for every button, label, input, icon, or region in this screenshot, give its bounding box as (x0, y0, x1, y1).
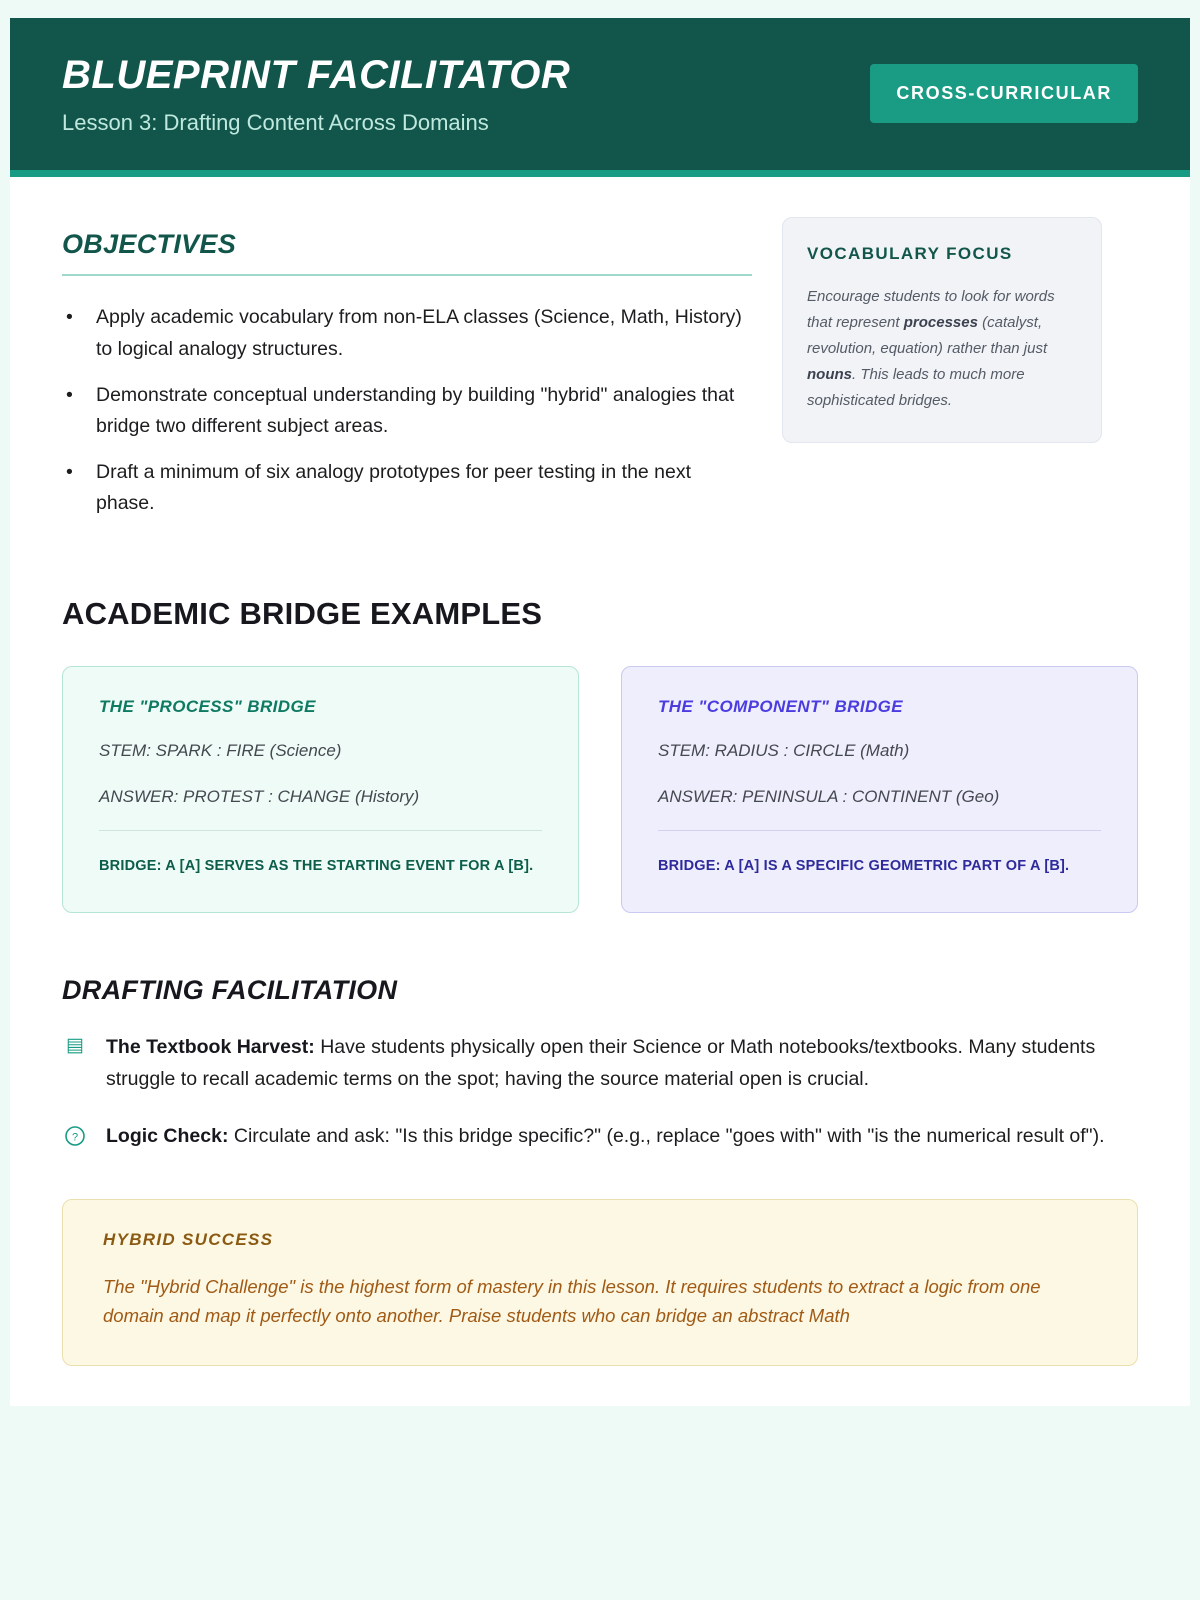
vocabulary-text (807, 284, 1077, 414)
example-card-answer: ANSWER: PROTEST : CHANGE (History) (99, 786, 420, 806)
example-cards-row (62, 666, 1138, 913)
examples-heading: ACADEMIC BRIDGE EXAMPLES (62, 595, 543, 631)
svg-text:?: ? (71, 1131, 79, 1144)
page-title: BLUEPRINT FACILITATOR (62, 53, 571, 97)
example-card-component (621, 666, 1138, 913)
example-card-process (62, 666, 579, 913)
facilitation-item-body: Circulate and ask: "Is this bridge specific?" (e.g., replace "goes with" with "is the numerical result of"). (228, 1125, 1105, 1148)
card-divider (658, 830, 1101, 831)
document-sheet (10, 18, 1190, 1406)
callout-title: HYBRID SUCCESS (103, 1229, 274, 1249)
heading-divider (62, 274, 752, 276)
example-card-bridge: BRIDGE: A [A] SERVES AS THE STARTING EVENT FOR A [B]. (99, 858, 534, 875)
document-header (10, 18, 1190, 177)
facilitation-item (62, 1121, 1138, 1153)
page-subtitle: Lesson 3: Drafting Content Across Domains (62, 110, 489, 135)
card-divider (99, 830, 542, 831)
facilitation-heading: DRAFTING FACILITATION (62, 974, 398, 1005)
facilitation-item-label: The Textbook Harvest: (106, 1035, 315, 1058)
status-badge: CROSS-CURRICULAR (870, 64, 1138, 123)
vocabulary-focus-card (782, 217, 1102, 443)
vocabulary-column (782, 217, 1102, 443)
list-item: • Demonstrate conceptual understanding by building "hybrid" analogies that bridge two different subject areas. (62, 380, 752, 443)
list-item: • Apply academic vocabulary from non-ELA classes (Science, Math, History) to logical analogy structures. (62, 302, 752, 365)
header-text-group (62, 54, 570, 136)
facilitation-item-text (106, 1032, 1138, 1095)
objectives-row (62, 217, 1138, 533)
facilitation-item-body: Have students physically open their Science or Math notebooks/textbooks. Many students struggle to recall academic terms on the spot; having the source material open is crucial. (106, 1035, 1096, 1090)
example-card-answer: ANSWER: PENINSULA : CONTINENT (Geo) (658, 786, 1000, 806)
example-card-bridge: BRIDGE: A [A] IS A SPECIFIC GEOMETRIC PART OF A [B]. (658, 858, 1070, 875)
objectives-list (62, 302, 752, 519)
facilitation-item-text (106, 1121, 1105, 1153)
example-card-title: THE "PROCESS" BRIDGE (99, 696, 316, 716)
vocabulary-bold-processes: processes (903, 314, 978, 332)
example-card-stem: STEM: SPARK : FIRE (Science) (99, 740, 342, 760)
hybrid-success-callout (62, 1199, 1138, 1366)
facilitation-item (62, 1032, 1138, 1095)
document-body (10, 177, 1190, 1405)
objectives-column (62, 217, 752, 533)
callout-text: The "Hybrid Challenge" is the highest form of mastery in this lesson. It requires students to extract a logic from one domain and map it perfectly onto another. Praise students who can bridge an abstract Math (103, 1275, 1041, 1327)
vocabulary-bold-nouns: nouns (807, 366, 852, 384)
example-card-stem: STEM: RADIUS : CIRCLE (Math) (658, 740, 910, 760)
example-card-title: THE "COMPONENT" BRIDGE (658, 696, 903, 716)
question-circle-icon (62, 1121, 88, 1151)
vocabulary-text-part2: (catalyst, revolution, equation) rather than just (807, 314, 1048, 358)
list-item: • Draft a minimum of six analogy prototypes for peer testing in the next phase. (62, 457, 752, 520)
facilitation-item-label: Logic Check: (106, 1125, 229, 1148)
book-icon: ▤ (66, 1034, 84, 1056)
vocabulary-title: VOCABULARY FOCUS (807, 244, 1013, 264)
vocabulary-text-part3: . This leads to much more sophisticated bridges. (807, 366, 1025, 410)
vocabulary-text-part1: Encourage students to look for words that represent (807, 288, 1055, 332)
objectives-heading: OBJECTIVES (62, 229, 237, 260)
